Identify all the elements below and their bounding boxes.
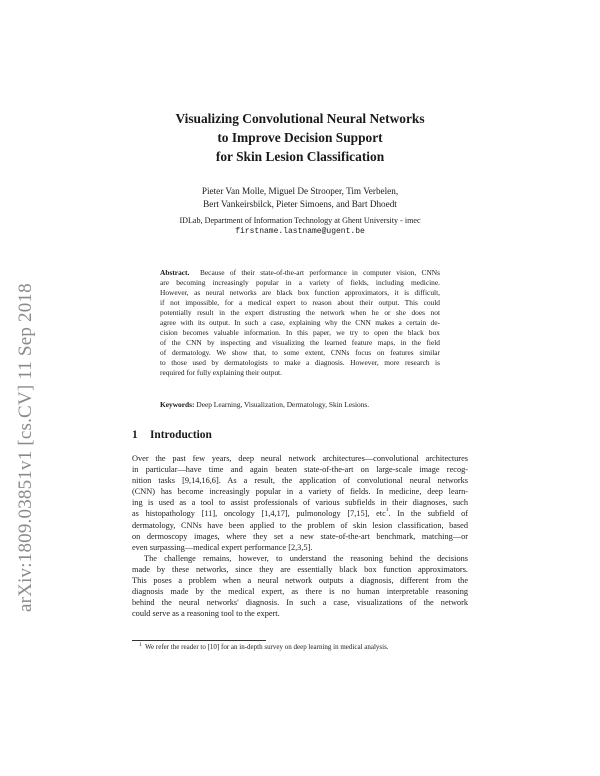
body-line: in particular—have time and again beaten state-of-the-art on large-scale image recog-	[132, 465, 468, 475]
body-line: on dermoscopy images, where they set a new state-of-the-art benchmark, matching—or	[132, 531, 468, 541]
abstract-line: are becoming increasingly popular in a variety of fields, including medicine.	[160, 278, 440, 287]
arxiv-identifier-stamp: arXiv:1809.03851v1 [cs.CV] 11 Sep 2018	[15, 283, 36, 612]
abstract-line: if not impossible, for a medical expert to reason about their output. This could	[160, 298, 440, 307]
footnote-text: We refer the reader to [10] for an in-depth survey on deep learning in medical analysis.	[145, 643, 389, 651]
paper-title	[130, 109, 470, 166]
footnote-reference[interactable]: 1	[385, 507, 389, 514]
abstract-block	[160, 268, 440, 378]
authors-line: Bert Vankeirsbilck, Pieter Simoens, and Bart Dhoedt	[203, 199, 397, 209]
abstract-line	[160, 268, 440, 278]
section-title: Introduction	[150, 429, 212, 441]
affiliation-block	[130, 215, 470, 237]
body-line: behind the neural networks' diagnosis. In such a case, visualizations of the network	[132, 598, 468, 608]
title-line: for Skin Lesion Classification	[215, 149, 385, 164]
keywords-line	[160, 400, 460, 410]
authors-line: Pieter Van Molle, Miguel De Strooper, Tim Verbelen,	[201, 186, 399, 196]
keywords-text: Deep Learning, Visualization, Dermatology, Skin Lesions.	[196, 400, 370, 409]
footnote	[132, 643, 468, 652]
abstract-line: of dermatology. We show that, to some extent, CNNs focus on features similar	[160, 348, 440, 357]
abstract-line: cision becomes valuable information. In this paper, we try to open the black box	[160, 328, 440, 337]
body-line: ing is used as a tool to assist professionals of various subfields in their diagnoses, such	[132, 498, 468, 508]
footnote-divider	[132, 640, 266, 641]
body-line-text: as histopathology [11], oncology [1,4,17], pulmonology [7,15], etc	[132, 509, 386, 519]
section-number: 1	[132, 429, 138, 441]
abstract-line-text: Because of their state-of-the-art performance in computer vision, CNNs	[199, 268, 440, 277]
body-line: Over the past few years, deep neural network architectures—convolutional architectures	[132, 454, 468, 463]
body-line: diagnosis made by the medical expert, as there is no human interpretable reasoning	[132, 587, 468, 597]
abstract-line: agree with its output. In such a case, explaining why the CNN makes a certain de-	[160, 318, 440, 327]
section-heading	[132, 429, 212, 441]
body-line: nition tasks [9,14,16,6]. As a result, the application of convolutional neural networks	[132, 476, 468, 486]
abstract-line: to those used by dermatologists to make a diagnosis. However, more research is	[160, 358, 440, 367]
body-line	[132, 508, 468, 519]
body-line: dermatology, CNNs have been applied to the problem of skin lesion classification, based	[132, 520, 468, 530]
abstract-line: potentially result in the expert distrusting the network when he or she does not	[160, 308, 440, 317]
affiliation-text: IDLab, Department of Information Technology at Ghent University - imec	[179, 216, 421, 225]
footnote-mark: 1	[139, 642, 142, 648]
title-line: to Improve Decision Support	[217, 130, 383, 145]
abstract-label: Abstract.	[160, 268, 190, 277]
body-line: even surpassing—medical expert performance [2,3,5].	[132, 542, 313, 552]
abstract-line: of the CNN by inspecting and visualizing the learned feature maps, in the field	[160, 338, 440, 347]
body-line: This poses a problem when a neural network outputs a diagnosis, different from the	[132, 576, 468, 586]
abstract-line: However, as neural networks are black box function approximators, it is difficult,	[160, 288, 440, 297]
author-list	[130, 185, 470, 211]
keywords-label: Keywords:	[160, 400, 195, 409]
body-line: could serve as a reasoning tool to the expert.	[132, 609, 280, 619]
abstract-line: required for fully explaining their output.	[160, 368, 282, 377]
body-line: made by these networks, since they are essentially black box function approximators.	[132, 564, 468, 574]
introduction-body	[132, 453, 468, 619]
body-line: (CNN) has become increasingly popular in a variety of fields. In medicine, deep learn-	[132, 487, 468, 497]
author-email: firstname.lastname@ugent.be	[235, 227, 365, 236]
title-line: Visualizing Convolutional Neural Networks	[175, 111, 425, 126]
body-line-text: . In the subfield of	[388, 509, 468, 519]
body-line: The challenge remains, however, to understand the reasoning behind the decisions	[144, 553, 468, 563]
